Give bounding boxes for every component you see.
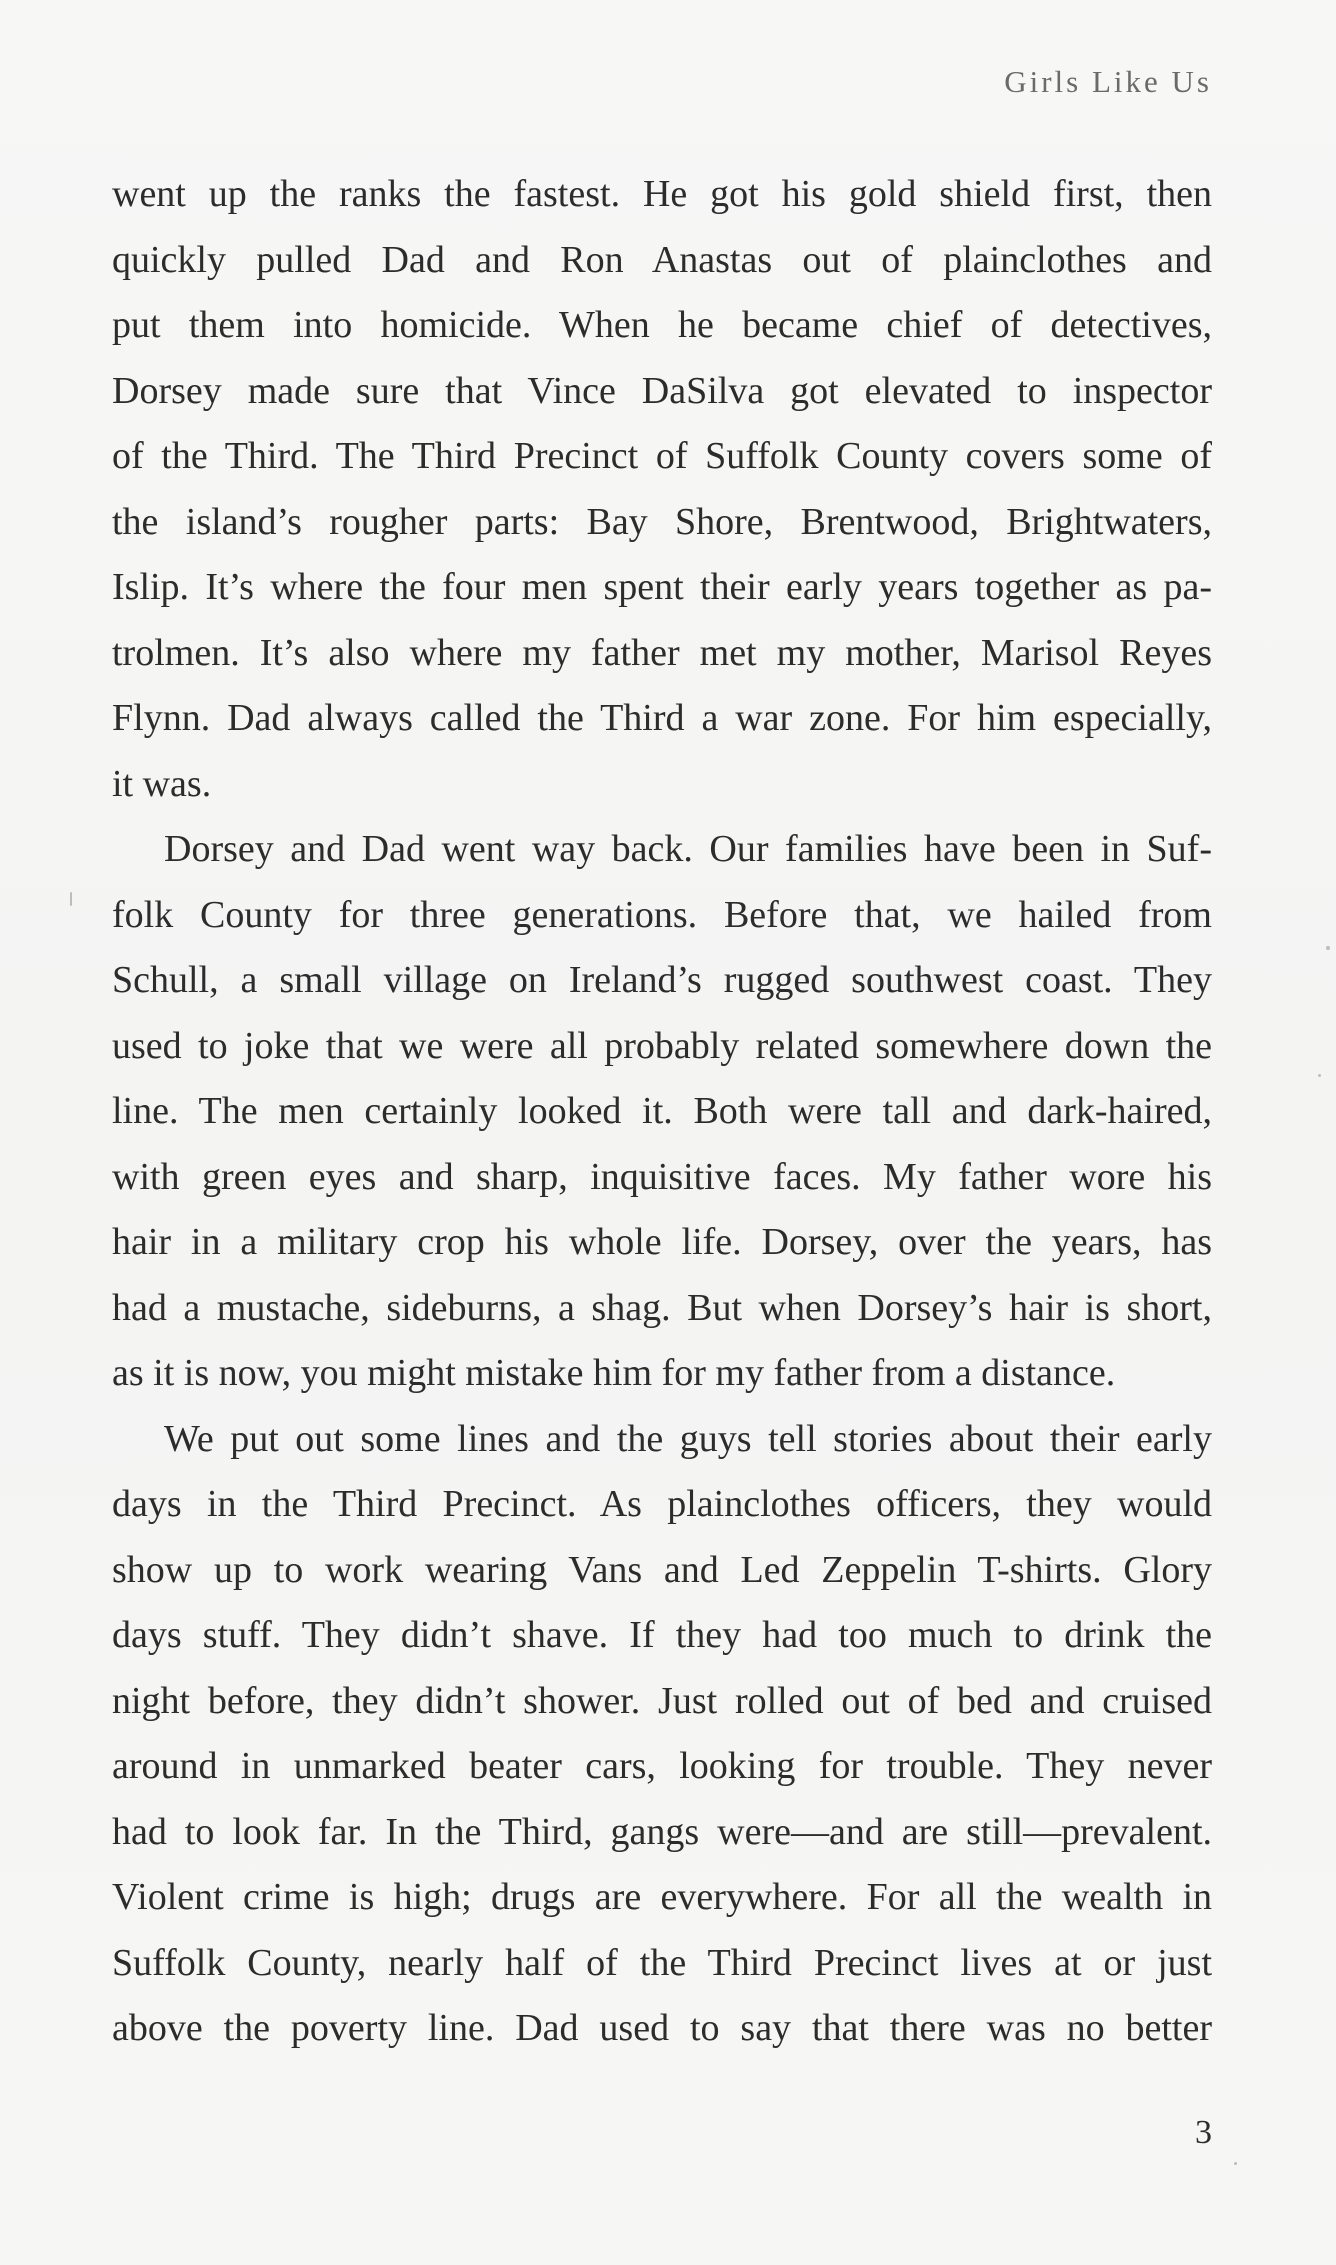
scan-speck — [1318, 1074, 1321, 1077]
text-line: used to joke that we were all probably related somewhere down the — [112, 1024, 1212, 1067]
text-line: Flynn. Dad always called the Third a war zone. For him especially, — [112, 697, 1212, 739]
text-line-indented: We put out some lines and the guys tell stories about their early — [164, 1417, 1212, 1460]
text-line: the island’s rougher parts: Bay Shore, Brentwood, Brightwaters, — [112, 500, 1212, 543]
text-line: Schull, a small village on Ireland’s rugged southwest coast. They — [112, 959, 1212, 1001]
text-line: quickly pulled Dad and Ron Anastas out of plainclothes and — [112, 238, 1212, 281]
text-line: of the Third. The Third Precinct of Suffolk County covers some of — [112, 435, 1212, 477]
text-line: show up to work wearing Vans and Led Zeppelin T-shirts. Glory — [112, 1548, 1212, 1591]
text-line-last: as it is now, you might mistake him for my father from a distance. — [112, 1352, 1116, 1394]
text-line: line. The men certainly looked it. Both were tall and dark-haired, — [112, 1090, 1212, 1132]
running-head: Girls Like Us — [1004, 64, 1212, 99]
text-line: with green eyes and sharp, inquisitive faces. My father wore his — [112, 1155, 1212, 1198]
page-number: 3 — [1195, 2114, 1212, 2151]
scan-speck — [1234, 2162, 1237, 2165]
text-line: had a mustache, sideburns, a shag. But when Dorsey’s hair is short, — [112, 1286, 1212, 1329]
text-line: night before, they didn’t shower. Just rolled out of bed and cruised — [112, 1679, 1212, 1722]
text-line: around in unmarked beater cars, looking for trouble. They never — [112, 1745, 1212, 1787]
text-line: Islip. It’s where the four men spent their early years together as pa- — [112, 566, 1212, 608]
text-line: put them into homicide. When he became chief of detectives, — [112, 304, 1212, 346]
text-line: went up the ranks the fastest. He got his gold shield first, then — [112, 173, 1212, 215]
text-line-last: it was. — [112, 762, 212, 805]
text-line: Violent crime is high; drugs are everywhere. For all the wealth in — [112, 1876, 1212, 1918]
scan-speck — [1326, 946, 1330, 950]
scan-speck — [70, 892, 72, 906]
text-line: trolmen. It’s also where my father met my mother, Marisol Reyes — [112, 631, 1212, 674]
text-line: Suffolk County, nearly half of the Third Precinct lives at or just — [112, 1941, 1212, 1984]
text-line: days in the Third Precinct. As plainclothes officers, they would — [112, 1483, 1212, 1525]
text-line: above the poverty line. Dad used to say that there was no better — [112, 2007, 1212, 2049]
body-text — [112, 162, 1212, 2062]
text-line: had to look far. In the Third, gangs were—and are still—prevalent. — [112, 1810, 1212, 1853]
text-line: folk County for three generations. Before that, we hailed from — [112, 893, 1212, 936]
text-line: hair in a military crop his whole life. Dorsey, over the years, has — [112, 1221, 1212, 1263]
text-line-indented: Dorsey and Dad went way back. Our families have been in Suf- — [164, 828, 1212, 870]
text-line: Dorsey made sure that Vince DaSilva got elevated to inspector — [112, 369, 1212, 412]
text-line: days stuff. They didn’t shave. If they had too much to drink the — [112, 1614, 1212, 1656]
